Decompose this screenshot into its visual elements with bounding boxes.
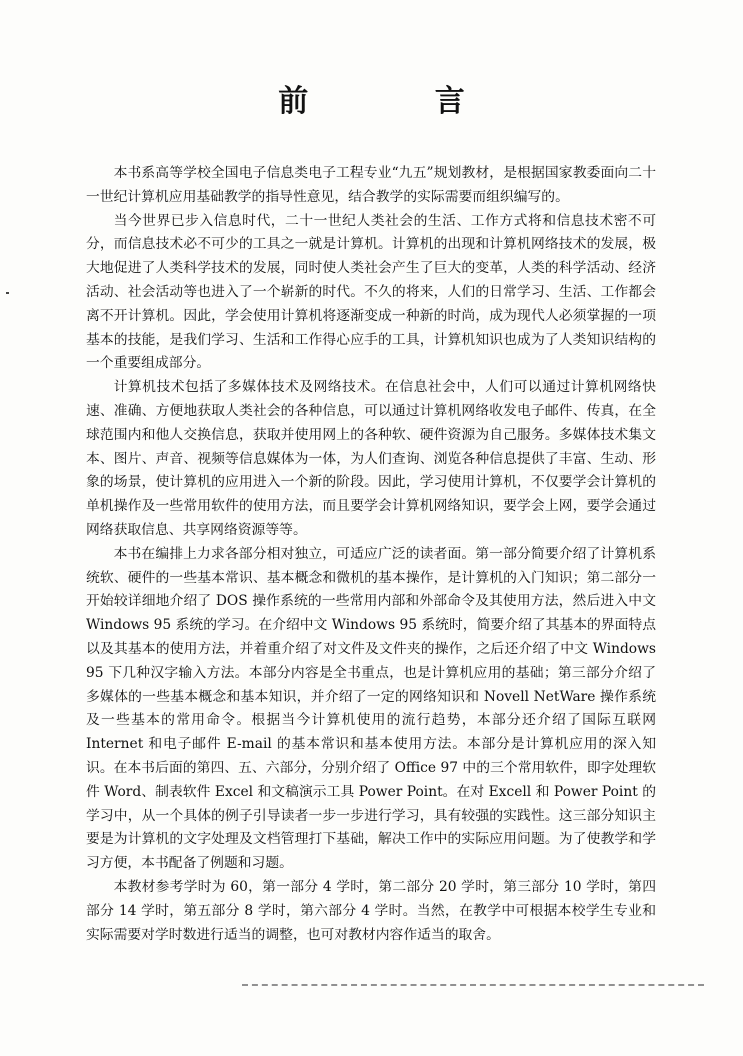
paragraph-information-age: 当今世界已步入信息时代，二十一世纪人类社会的生活、工作方式将和信息技术密不可分，而信息技术必不可少的工具之一就是计算机。计算机的出现和计算机网络技术的发展，极大地促进了人类科学技术的发展，同时使人类社会产生了巨大的变革，人类的科学活动、经济活动、社会活动等也进入了一个崭新的时代。不久的将来，人们的日常学习、生活、工作都会离不开计算机。因此，学会使用计算机将逐渐变成一种新的时尚，成为现代人必须掌握的一项基本的技能，是我们学习、生活和工作得心应手的工具，计算机知识也成为了人类知识结构的一个重要组成部分。 xyxy=(86,212,656,372)
paragraph-teaching-hours: 本教材参考学时为 60，第一部分 4 学时，第二部分 20 学时，第三部分 10 学时，第四部分 14 学时，第五部分 8 学时，第六部分 4 学时。当然，在教学中可根据本校学生专业和实际需要对学时数进行适当的调整，也可对教材内容作适当的取舍。 xyxy=(86,878,656,943)
paragraph-multimedia-network: 计算机技术包括了多媒体技术及网络技术。在信息社会中，人们可以通过计算机网络快速、准确、方便地获取人类社会的各种信息，可以通过计算机网络收发电子邮件、传真，在全球范围内和他人交换信息，获取并使用网上的各种软、硬件资源为自己服务。多媒体技术集文本、图片、声音、视频等信息媒体为一体，为人们查询、浏览各种信息提供了丰富、生动、形象的场景，使计算机的应用进入一个新的阶段。因此，学习使用计算机，不仅要学会计算机的单机操作及一些常用软件的使用方法，而且要学会计算机网络知识，要学会上网，要学会通过网络获取信息、共享网络资源等等。 xyxy=(86,379,656,538)
page-title: 前 言 xyxy=(278,84,523,119)
paragraph-textbook-origin: 本书系高等学校全国电子信息类电子工程专业“九五”规划教材，是根据国家教委面向二十一世纪计算机应用基础教学的指导性意见，结合教学的实际需要而组织编写的。 xyxy=(86,165,656,205)
scan-artifact-rule xyxy=(242,984,704,986)
scan-speck xyxy=(6,292,9,294)
paragraph-book-structure: 本书在编排上力求各部分相对独立，可适应广泛的读者面。第一部分简要介绍了计算机系统软、硬件的一些基本常识、基本概念和微机的基本操作，是计算机的入门知识；第二部分一开始较详细地介绍了 DOS 操作系统的一些常用内部和外部命令及其使用方法，然后进入中文 Windows 95 系统的学习。在介绍中文 Windows 95 系统时，简要介绍了其基本的界面特点以及其基本的使用方法，并着重介绍了对文件及文件夹的操作，之后还介绍了中文 Windows 95 下几种汉字输入方法。本部分内容是全书重点，也是计算机应用的基础；第三部分介绍了多媒体的一些基本概念和基本知识，并介绍了一定的网络知识和 Novell NetWare 操作系统及一些基本的常用命令。根据当今计算机使用的流行趋势，本部分还介绍了国际互联网 Internet 和电子邮件 E-mail 的基本常识和基本使用方法。本部分是计算机应用的深入知识。在本书后面的第四、五、六部分，分别介绍了 Office 97 中的三个常用软件，即字处理软件 Word、制表软件 Excel 和文稿演示工具 Power Point。在对 Excell 和 Power Point 的学习中，从一个具体的例子引导读者一步一步进行学习，具有较强的实践性。这三部分知识主要是为计算机的文字处理及文档管理打下基础，解决工作中的实际应用问题。为了使教学和学习方便，本书配备了例题和习题。 xyxy=(86,545,656,872)
preface-body xyxy=(86,162,656,947)
